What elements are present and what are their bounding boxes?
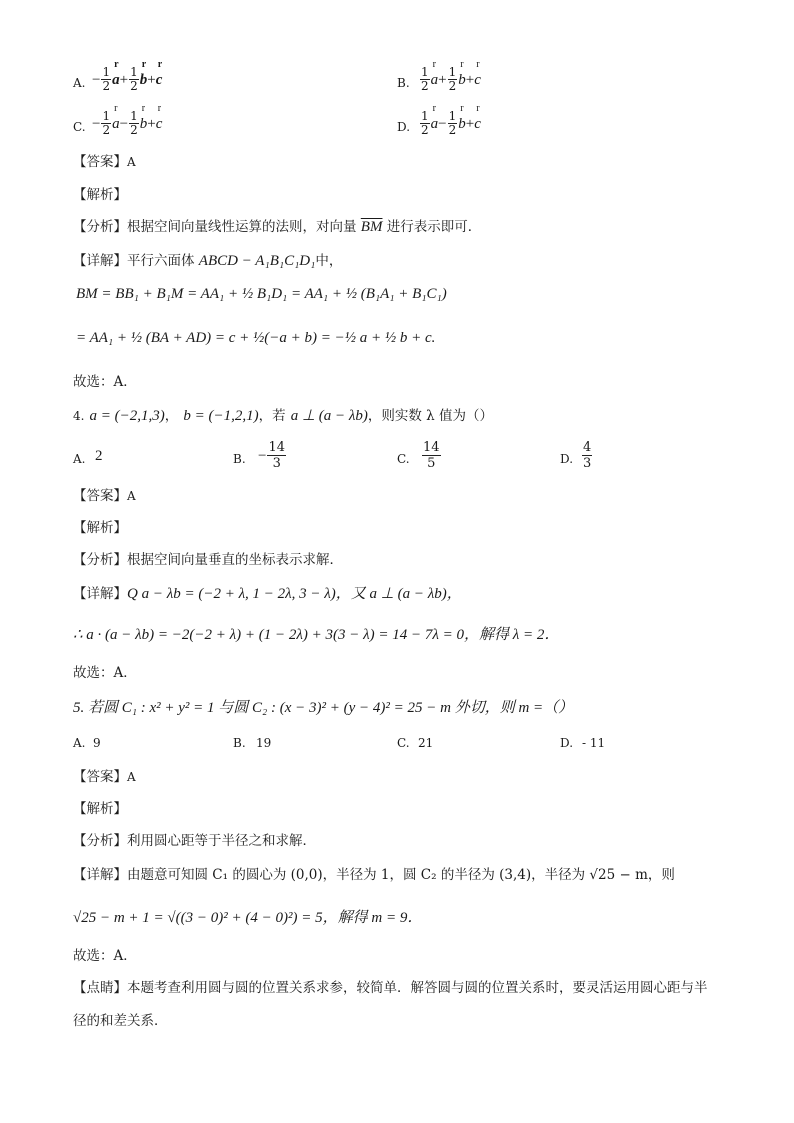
- option-label: A.: [73, 76, 86, 90]
- option-label: B.: [233, 452, 246, 466]
- option-label: C.: [397, 736, 410, 750]
- fenxi-line: [73, 215, 481, 236]
- solid-name: ABCD − A₁B₁C₁D₁: [198, 253, 316, 269]
- answer-line: [73, 150, 136, 170]
- analysis-tag: 【解析】: [73, 187, 127, 203]
- xiangjie-line-2: √25 − m + 1 = √((3 − 0)² + (4 − 0)²) = 5，解得 m = 9．: [73, 910, 423, 926]
- vector-a-def: a = (−2,1,3): [89, 408, 165, 424]
- option-expr: $\frac{14}{5}$: [423, 440, 440, 471]
- answer-tag: 【答案】: [73, 154, 127, 170]
- fenxi-text: 根据空间向量垂直的坐标表示求解．: [127, 552, 343, 568]
- answer-value: A: [127, 770, 136, 784]
- fenxi-text: 利用圆心距等于半径之和求解．: [127, 833, 316, 849]
- perp-condition: a ⊥ (a − λb): [290, 408, 368, 424]
- option-label: A.: [73, 452, 86, 466]
- vector-bm: $\overline{BM}$: [360, 219, 383, 235]
- answer-tag: 【答案】: [73, 488, 127, 504]
- dianjing-text: 本题考查利用圆与圆的位置关系求参，较简单．解答圆与圆的位置关系时，要灵活运用圆心距与半: [127, 980, 708, 996]
- xiangjie-tail: 中，: [315, 253, 343, 269]
- option-expr: - 11: [582, 736, 606, 750]
- answer-value: A: [127, 155, 136, 169]
- option-expr: − $\frac{14}{3}$: [258, 440, 286, 471]
- option-expr: 21: [418, 736, 434, 750]
- xiangjie-text: 平行六面体: [127, 253, 195, 269]
- xiangjie-line: [73, 249, 342, 270]
- option-expr: − $\frac{1}{2}$ r a+ $\frac{1}{2}$ r b+r c: [92, 66, 162, 93]
- analysis-tag: 【解析】: [73, 801, 127, 817]
- dianjing-line-1: [73, 976, 708, 996]
- q4-stem: 4. a = (−2,1,3)， b = (−1,2,1)，若 a ⊥ (a − λb)，则实数 λ 值为（）: [73, 408, 494, 424]
- answer-tag: 【答案】: [73, 769, 127, 785]
- option-label: C.: [73, 120, 86, 134]
- stem-tail: ，则实数 λ 值为（）: [367, 408, 494, 424]
- option-expr: 19: [256, 736, 272, 750]
- fenxi-tag: 【分析】: [73, 833, 127, 849]
- answer-line: [73, 765, 136, 785]
- conclusion: 故选：A．: [73, 948, 137, 964]
- fenxi-tag: 【分析】: [73, 552, 127, 568]
- xiangjie-math: Q a − λb = (−2 + λ, 1 − 2λ, 3 − λ)，又 a ⊥ (a − λb)，: [127, 586, 462, 602]
- dianjing-line-2: 径的和差关系．: [73, 1013, 168, 1029]
- question-number: 4.: [73, 409, 85, 423]
- dianjing-tag: 【点睛】: [73, 980, 127, 996]
- conclusion: 故选：A．: [73, 665, 137, 681]
- option-label: D.: [397, 120, 411, 134]
- answer-value: A: [127, 489, 136, 503]
- option-expr: $\frac{1}{2}$ r a− $\frac{1}{2}$ r b+r c: [419, 110, 481, 137]
- xiangjie-text: 由题意可知圆 C₁ 的圆心为 (0,0)，半径为 1，圆 C₂ 的半径为 (3,4)，半径为 √25 − m，则: [127, 867, 675, 883]
- fenxi-tail: 进行表示即可．: [386, 219, 482, 235]
- option-label: D.: [560, 736, 574, 750]
- option-expr: 9: [93, 736, 101, 750]
- conclusion: 故选：A．: [73, 374, 137, 390]
- xiangjie-tag: 【详解】: [73, 253, 127, 269]
- xiangjie-tag: 【详解】: [73, 586, 127, 602]
- q5-stem: 5. 若圆 C₁ : x² + y² = 1 与圆 C₂ : (x − 3)² + (y − 4)² = 25 − m 外切，则 m =（）: [73, 700, 574, 716]
- equation-line-1: BM = BB₁ + B₁M = AA₁ + ½ B₁D₁ = AA₁ + ½ (B₁A₁ + B₁C₁): [76, 286, 447, 302]
- option-label: C.: [397, 452, 410, 466]
- fenxi-tag: 【分析】: [73, 219, 127, 235]
- vector-b-def: b = (−1,2,1): [183, 408, 259, 424]
- fenxi-line: [73, 829, 316, 849]
- option-label: A.: [73, 736, 86, 750]
- xiangjie-line-1: [73, 582, 462, 603]
- fenxi-line: [73, 548, 343, 568]
- equation-line-2: = AA₁ + ½ (BA + AD) = c + ½(−a + b) = −½ a + ½ b + c.: [76, 330, 436, 346]
- option-expr: 2: [95, 448, 103, 464]
- xiangjie-line-2: ∴ a · (a − λb) = −2(−2 + λ) + (1 − 2λ) + 3(3 − λ) = 14 − 7λ = 0，解得 λ = 2．: [73, 627, 560, 643]
- option-label: B.: [397, 76, 410, 90]
- option-expr: $\frac{1}{2}$ r a+ $\frac{1}{2}$ r b+r c: [419, 66, 481, 93]
- xiangjie-tag: 【详解】: [73, 867, 127, 883]
- fenxi-text: 根据空间向量线性运算的法则，对向量: [127, 219, 357, 235]
- xiangjie-line-1: [73, 863, 675, 883]
- option-expr: $\frac{4}{3}$: [583, 440, 592, 471]
- option-label: D.: [560, 452, 574, 466]
- analysis-tag: 【解析】: [73, 520, 127, 536]
- stem-mid: ，若: [258, 408, 286, 424]
- answer-line: [73, 484, 136, 504]
- option-expr: − $\frac{1}{2}$ r a− $\frac{1}{2}$ r b+r c: [92, 110, 162, 137]
- option-label: B.: [233, 736, 246, 750]
